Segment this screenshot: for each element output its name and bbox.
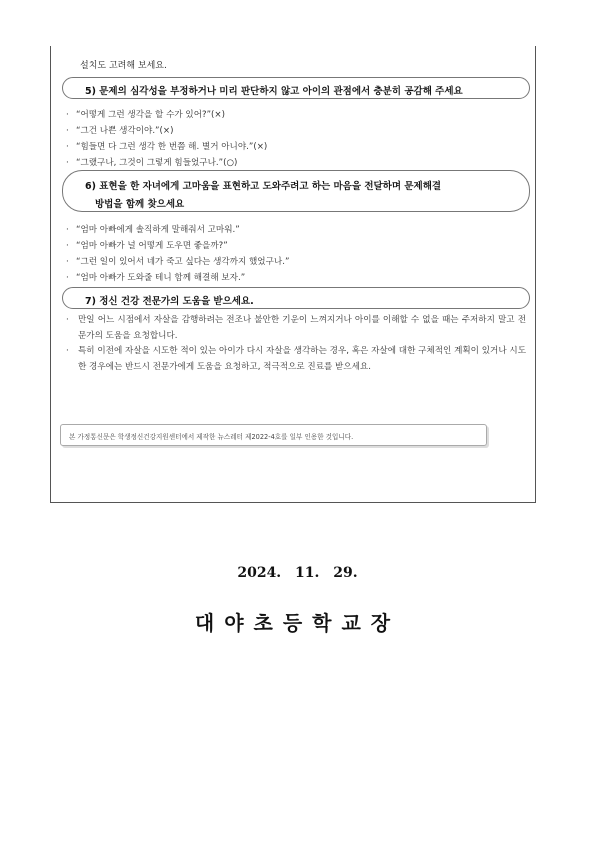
section6-title-line2: 방법을 함께 찾으세요 [95,199,185,210]
list-item: · “그건 나쁜 생각이야.”(×) [66,126,174,136]
section5-title: 5) 문제의 심각성을 부정하거나 미리 판단하지 않고 아이의 관점에서 충분히 공감해 주세요 [85,86,463,97]
section6-title-line1: 6) 표현을 한 자녀에게 고마움을 표현하고 도와주려고 하는 마음을 전달하며 문제해결 [85,181,442,192]
section7-header [62,287,530,309]
list-item: · “엄마 아빠가 널 어떻게 도우면 좋을까?” [66,241,228,251]
list-item: · “그랬구나, 그것이 그렇게 힘들었구나.”(○) [66,158,238,168]
source-note: 본 가정통신문은 학생정신건강지원센터에서 제작한 뉴스레터 제2022-4호를 일부 인용한 것입니다. [60,424,487,446]
list-item: · “엄마 아빠에게 솔직하게 말해줘서 고마워.” [66,225,240,235]
list-item: · “힘들면 다 그런 생각 한 번쯤 해. 별거 아니야.”(×) [66,142,268,152]
issue-date: 2024. 11. 29. [237,565,358,581]
continuation-text: 설치도 고려해 보세요. [80,61,167,71]
section5-header [62,77,530,99]
paragraph: · 특히 이전에 자살을 시도한 적이 있는 아이가 다시 자살을 생각하는 경우, 혹은 자살에 대한 구체적인 계획이 있거나 시도한 경우에는 반드시 전문가에게 도움을 요청하고, 적극적으로 진료를 받으세요. [66,346,526,372]
list-item: · “엄마 아빠가 도와줄 테니 함께 해결해 보자.” [66,273,246,283]
section7-title: 7) 정신 건강 전문가의 도움을 받으세요. [85,296,254,307]
list-item: · “어떻게 그런 생각을 할 수가 있어?”(×) [66,110,225,120]
school-name: 대야초등학교장 [194,611,401,635]
list-item: · “그런 일이 있어서 네가 죽고 싶다는 생각까지 했었구나.” [66,257,290,267]
paragraph: · 만일 어느 시점에서 자살을 감행하려는 전조나 불안한 기운이 느껴지거나 아이를 이해할 수 없을 때는 주저하지 말고 전문가의 도움을 요청합니다. [66,315,526,341]
section6-header [62,170,530,212]
